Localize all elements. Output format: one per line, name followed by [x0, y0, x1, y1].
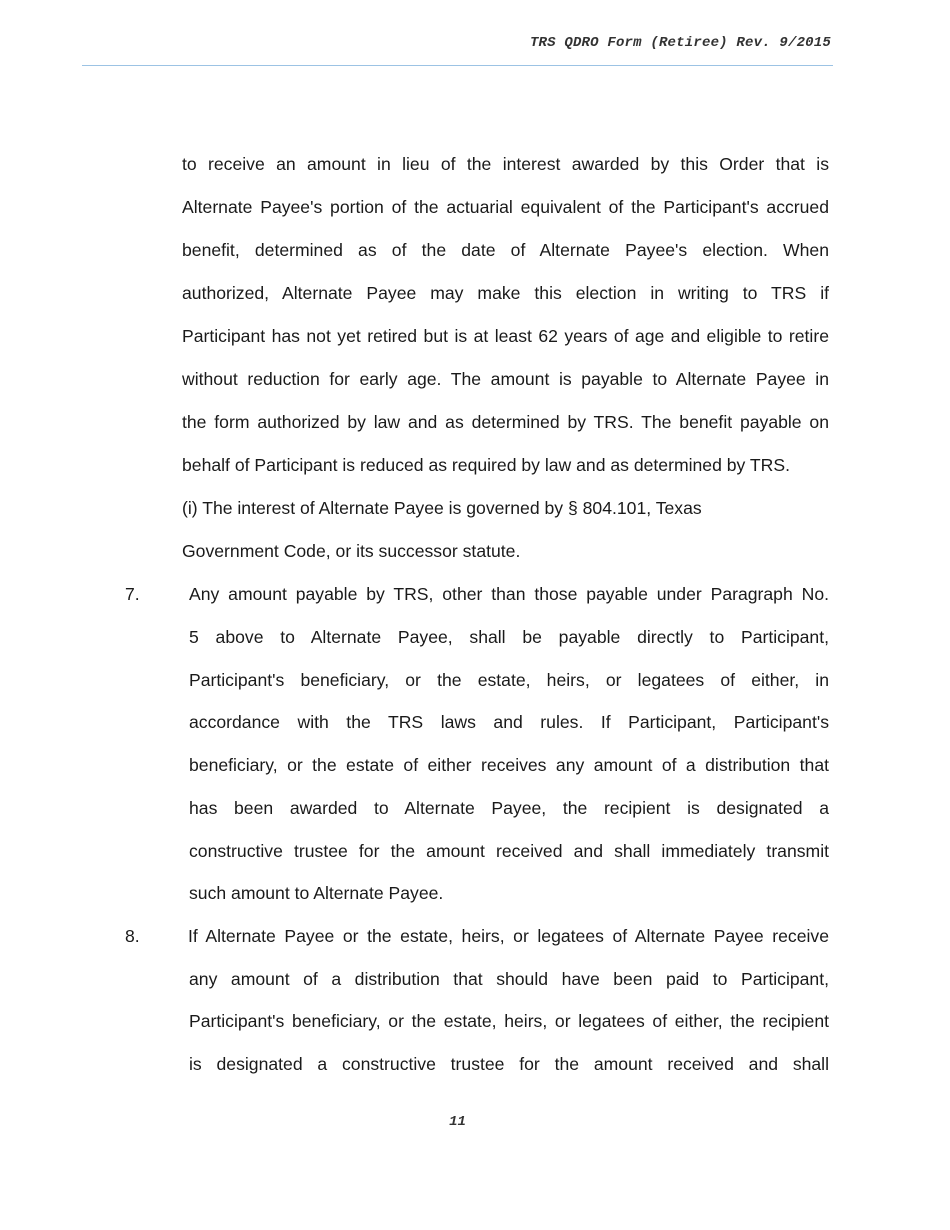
text-line: accordance with the TRS laws and rules. If Participant, Participant's	[189, 712, 829, 732]
text-line: to receive an amount in lieu of the interest awarded by this Order that is	[182, 154, 829, 174]
text-line: constructive trustee for the amount received and shall immediately transmit	[189, 841, 829, 861]
paragraph-number: 8.	[125, 926, 140, 946]
text-line: Participant's beneficiary, or the estate, heirs, or legatees of either, the recipient	[189, 1011, 829, 1031]
text-line: any amount of a distribution that should have been paid to Participant,	[189, 969, 829, 989]
text-line: has been awarded to Alternate Payee, the recipient is designated a	[189, 798, 829, 818]
text-line: authorized, Alternate Payee may make this election in writing to TRS if	[182, 283, 829, 303]
text-line: beneficiary, or the estate of either receives any amount of a distribution that	[189, 755, 829, 775]
text-line: (i) The interest of Alternate Payee is governed by § 804.101, Texas	[182, 498, 702, 518]
text-line: the form authorized by law and as determined by TRS. The benefit payable on	[182, 412, 829, 432]
text-line: is designated a constructive trustee for the amount received and shall	[189, 1054, 829, 1074]
text-line: without reduction for early age. The amount is payable to Alternate Payee in	[182, 369, 829, 389]
text-line: Participant's beneficiary, or the estate, heirs, or legatees of either, in	[189, 670, 829, 690]
text-line: Any amount payable by TRS, other than those payable under Paragraph No.	[189, 584, 829, 604]
text-line: Alternate Payee's portion of the actuarial equivalent of the Participant's accrued	[182, 197, 829, 217]
text-line: such amount to Alternate Payee.	[189, 883, 444, 903]
text-line: behalf of Participant is reduced as required by law and as determined by TRS.	[182, 455, 790, 475]
paragraph-number: 7.	[125, 584, 140, 604]
text-line: 5 above to Alternate Payee, shall be payable directly to Participant,	[189, 627, 829, 647]
page-header	[82, 34, 833, 66]
text-line: benefit, determined as of the date of Alternate Payee's election. When	[182, 240, 829, 260]
page-number: 11	[449, 1114, 466, 1130]
text-line: Participant has not yet retired but is at least 62 years of age and eligible to retire	[182, 326, 829, 346]
text-line: Government Code, or its successor statute.	[182, 541, 521, 561]
form-title: TRS QDRO Form (Retiree) Rev. 9/2015	[529, 35, 831, 51]
text-line: If Alternate Payee or the estate, heirs, or legatees of Alternate Payee receive	[188, 926, 829, 946]
